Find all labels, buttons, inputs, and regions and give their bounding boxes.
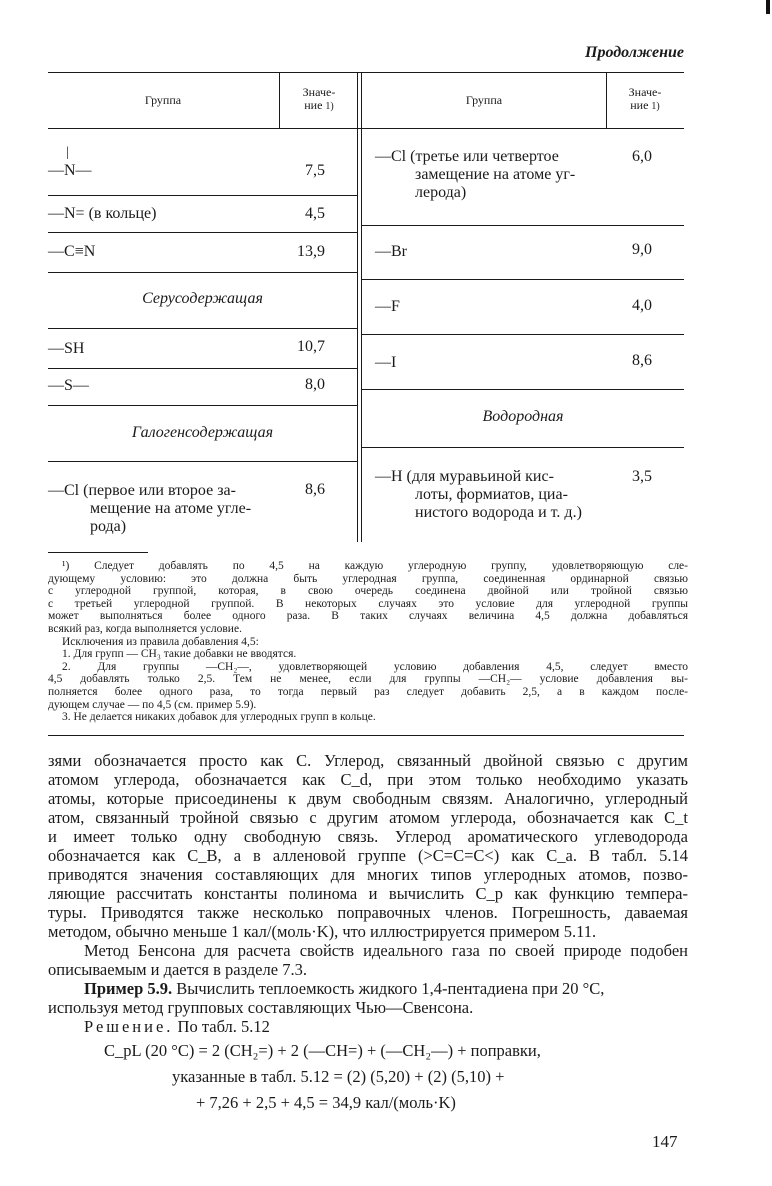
right-cl-group (375, 148, 610, 202)
left-row-group: —C≡N (48, 243, 96, 260)
right-row-value: 9,0 (632, 241, 652, 258)
header-group-right: Группа (465, 93, 503, 107)
left-row-value: 8,6 (305, 481, 325, 498)
cell-line: замещение на атоме уг- (415, 166, 576, 183)
row-rule (48, 328, 357, 329)
footnote-line: с третьей углеродной группой. В некоторых случаях это условие для углеродной группы (48, 597, 688, 610)
cell-line: лерода) (415, 184, 467, 201)
footnote-rule (48, 552, 148, 553)
example-label: Пример 5.9. (84, 979, 173, 998)
header-value-line1: Значе- (628, 85, 662, 99)
row-rule (362, 225, 684, 226)
body-line: зями обозначается просто как C. Углерод, связанный двойной связью с другим (48, 751, 688, 770)
solution-line (48, 1018, 688, 1036)
left-row-group: —N= (в кольце) (48, 205, 157, 222)
right-row-value: 4,0 (632, 297, 652, 314)
header-value-line1: Значе- (302, 85, 336, 99)
left-row-value: 8,0 (305, 376, 325, 393)
footnote-line: всякий раз, когда выполняется условие. (48, 622, 242, 635)
continuation-header: Продолжение (585, 44, 684, 61)
body-line: ляющие рассчитать константы полинома и вычислить C_p как функцию темпера- (48, 884, 688, 903)
left-row-group: —S— (48, 377, 89, 394)
footnote-line: полняется более одного раза, то тогда первый раз следует добавить 2,5, а в каждом после- (48, 685, 688, 698)
footnote-line: с углеродной группой, которая, в свою очередь соединена двойной или тройной связью (48, 585, 688, 598)
page-number: 147 (652, 1132, 678, 1151)
header-value-left (282, 86, 356, 113)
left-halogen-group (48, 482, 278, 536)
formula-line: + 7,26 + 2,5 + 4,5 = 34,9 кал/(моль·K) (196, 1093, 456, 1112)
body-line: туры. Приводятся также несколько поправочных членов. Погрешность, даваемая (48, 903, 688, 922)
right-h-group (375, 468, 615, 522)
row-rule (48, 368, 357, 369)
table-col-divider-left (279, 72, 280, 128)
corner-mark (766, 0, 770, 14)
body-line: приводятся значения составляющих для многих типов углеродных атомов, позво- (48, 865, 688, 884)
section-hydrogen-heading: Водородная (482, 408, 564, 425)
footnote-line: 1. Для групп — CH₃ такие добавки не вводятся. (62, 648, 297, 661)
row-rule (48, 461, 357, 462)
footnote-line: Исключения из правила добавления 4,5: (62, 635, 259, 648)
body-line: описываемым и дается в разделе 7.3. (48, 960, 307, 979)
footnote-line: 4,5 добавлять только 2,5. Тем не менее, если для группы —CH₂— условие добавления вы- (48, 673, 688, 686)
section-halogen-heading: Галогенсодержащая (131, 424, 274, 441)
footnote-line: 2. Для группы —CH₂—, удовлетворяющей условию добавления 4,5, следует вместо (62, 660, 688, 673)
header-value-note: 1) (651, 101, 660, 112)
solution-label: Решение. (84, 1017, 174, 1036)
row-rule (362, 389, 684, 390)
header-value-line2: ние (304, 98, 323, 112)
right-row-group: —I (375, 354, 397, 371)
right-row-value: 8,6 (632, 352, 652, 369)
header-group-left: Группа (144, 93, 182, 107)
row-rule (48, 195, 357, 196)
footnote-line: 3. Не делается никаких добавок для углеродных групп в кольце. (62, 711, 376, 724)
body-line: обозначается как C_B, а в алленовой группе (>C=C=C<) как C_a. В табл. 5.14 (48, 846, 688, 865)
solution-text: По табл. 5.12 (173, 1017, 270, 1036)
left-row-value: 13,9 (297, 243, 325, 260)
section-sulfur-heading: Серусодержащая (142, 290, 263, 307)
left-row-group: —N— (48, 162, 92, 179)
header-value-note: 1) (325, 101, 334, 112)
cell-line: —Cl (третье или четвертое (375, 148, 559, 165)
example-line: используя метод групповых составляющих Чью—Свенсона. (48, 998, 474, 1017)
table-col-divider-right (606, 72, 607, 128)
body-line: Метод Бенсона для расчета свойств идеального газа по своей природе подобен (84, 941, 688, 960)
bond-tick: | (66, 145, 69, 160)
right-row-value: 6,0 (632, 148, 652, 165)
body-line: атомом углерода, обозначается как C_d, при этом только необходимо указать (48, 770, 688, 789)
example-text: Вычислить теплоемкость жидкого 1,4-пентадиена при 20 °C, (172, 979, 605, 998)
body-line: и имеет только одну свободную связь. Углерод ароматического углеводорода (48, 827, 688, 846)
footnote (48, 560, 688, 724)
left-row-group: —SH (48, 340, 85, 357)
cell-line: мещение на атоме угле- (90, 500, 252, 517)
right-row-value: 3,5 (632, 468, 652, 485)
cell-line: рода) (90, 518, 127, 535)
right-row-group: —F (375, 298, 400, 315)
footnote-bottom-rule (48, 735, 684, 736)
cell-line: лоты, формиатов, циа- (415, 486, 568, 503)
footnote-line: может выполняться более одного раза. В таких случаях величина 4,5 должна добавляться (48, 610, 688, 623)
header-value-line2: ние (630, 98, 649, 112)
footnote-line: дующему условию: это должна быть углеродная группа, соединенная ординарной связью (48, 572, 688, 585)
row-rule (48, 272, 357, 273)
cell-line: —H (для муравьиной кис- (375, 468, 554, 485)
table-double-rule-b (361, 72, 362, 542)
table-double-rule-a (357, 72, 358, 542)
cell-line: —Cl (первое или второе за- (48, 482, 236, 499)
body-line: методом, обычно меньше 1 кал/(моль·K), что иллюстрируется примером 5.11. (48, 922, 597, 941)
left-row-value: 10,7 (297, 338, 325, 355)
table-top-rule (48, 72, 684, 73)
row-rule (362, 279, 684, 280)
formula-line: указанные в табл. 5.12 = (2) (5,20) + (2) (5,10) + (172, 1067, 505, 1086)
footnote-line: дующем случае — по 4,5 (см. пример 5.9). (48, 698, 257, 711)
row-rule (362, 447, 684, 448)
right-row-group: —Br (375, 243, 407, 260)
footnote-line: ¹) Следует добавлять по 4,5 на каждую углеродную группу, удовлетворяющую сле- (62, 560, 688, 572)
row-rule (362, 334, 684, 335)
cell-line: нистого водорода и т. д.) (415, 504, 582, 521)
table-header-rule (48, 128, 684, 129)
row-rule (48, 405, 357, 406)
header-value-right (608, 86, 682, 113)
body-line: атомы, которые присоединены к двум свободным связям. Аналогично, углеродный (48, 789, 688, 808)
formula-line: C_pL (20 °C) = 2 (CH₂=) + 2 (—CH=) + (—CH₂—) + поправки, (104, 1041, 541, 1060)
row-rule (48, 232, 357, 233)
example-line (48, 980, 688, 998)
left-row-value: 7,5 (305, 162, 325, 179)
left-row-value: 4,5 (305, 205, 325, 222)
body-line: атом, связанный тройной связью с другим атомом углерода, обозначается как C_t (48, 808, 688, 827)
